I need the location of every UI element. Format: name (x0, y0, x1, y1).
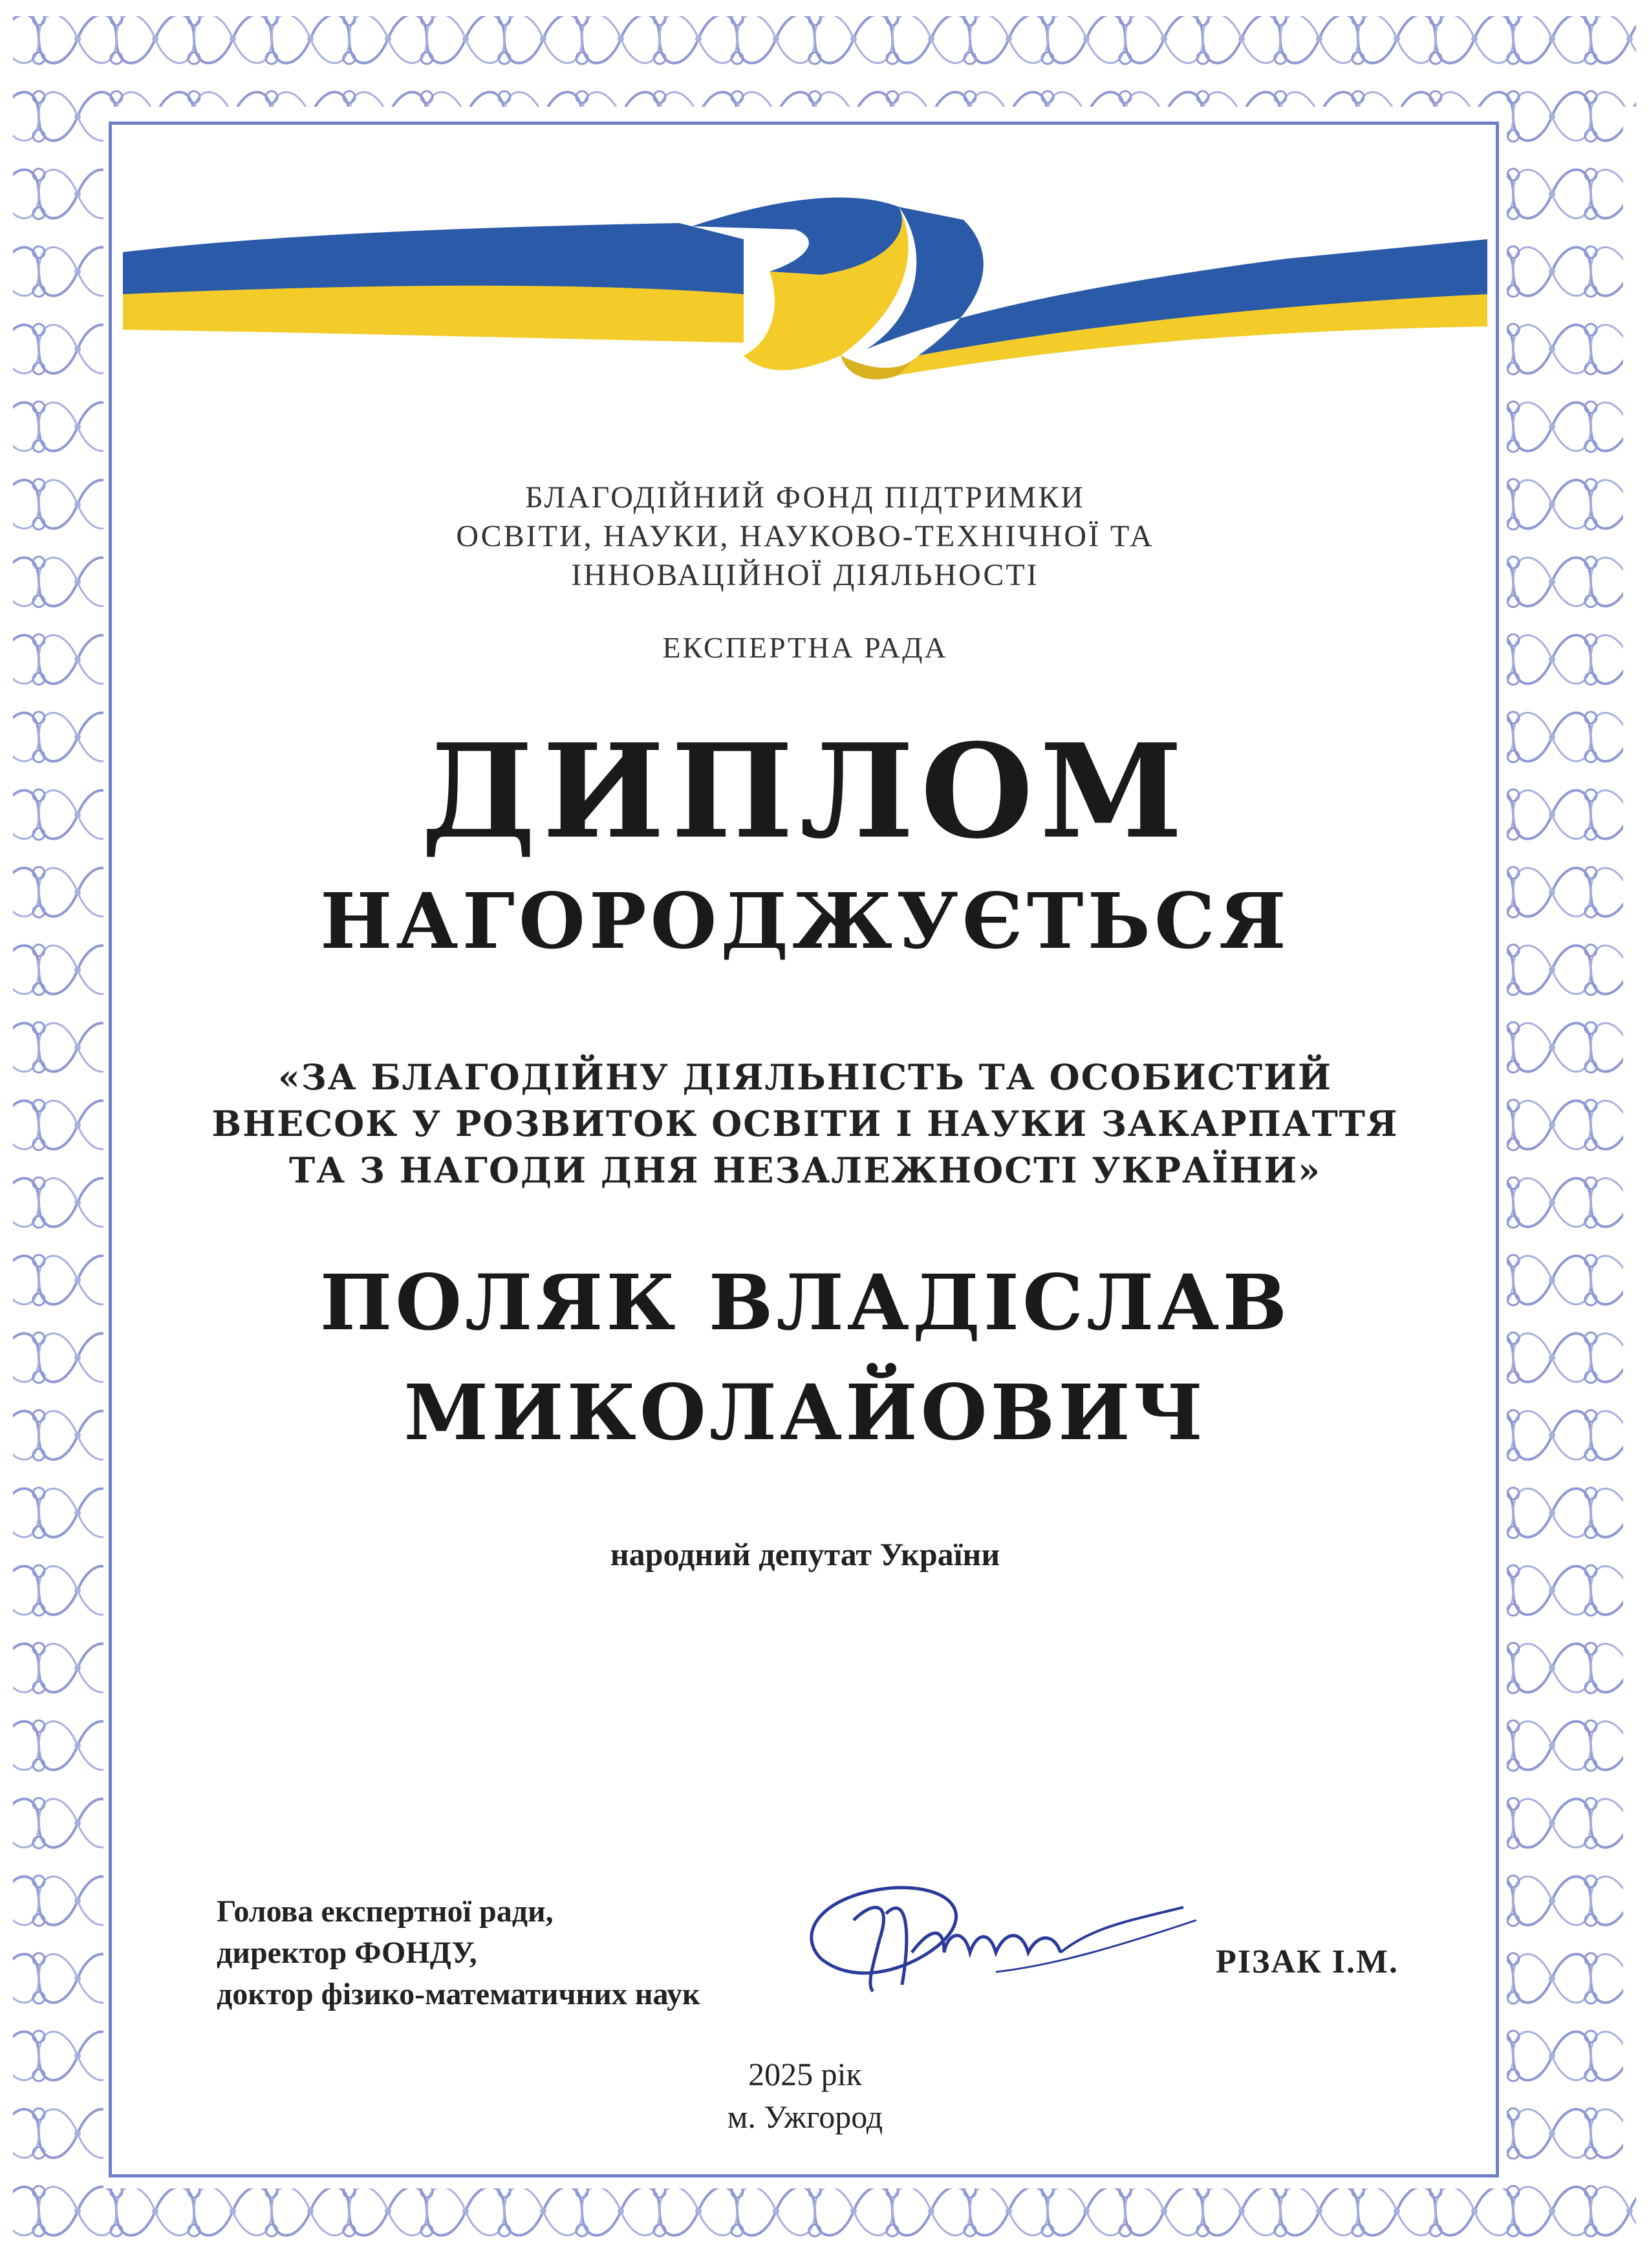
recipient-position: народний депутат України (610, 1536, 1000, 1572)
issue-city: м. Ужгород (727, 2099, 883, 2135)
award-reason-line: «ЗА БЛАГОДІЙНУ ДІЯЛЬНІСТЬ ТА ОСОБИСТИЙ (277, 1056, 1332, 1098)
organization-line: ОСВІТИ, НАУКИ, НАУКОВО-ТЕХНІЧНОЇ ТА (456, 519, 1154, 553)
signer-title-line: директор ФОНДУ, (217, 1936, 477, 1970)
footer (123, 2053, 1487, 2138)
handwritten-signature (782, 1856, 1203, 2024)
recipient-name-line2: МИКОЛАЙОВИЧ (404, 1367, 1207, 1457)
organization-name (123, 478, 1487, 595)
signer-title-line: Голова експертної ради, (217, 1894, 554, 1929)
award-reason-line: ВНЕСОК У РОЗВИТОК ОСВІТИ І НАУКИ ЗАКАРПАТТЯ (211, 1103, 1399, 1144)
council-label: ЕКСПЕРТНА РАДА (662, 631, 948, 664)
organization-line: БЛАГОДІЙНИЙ ФОНД ПІДТРИМКИ (525, 480, 1085, 515)
issue-year: 2025 рік (748, 2056, 862, 2092)
signer-name: РІЗАК І.М. (1216, 1943, 1399, 1980)
recipient-name-line1: ПОЛЯК ВЛАДІСЛАВ (319, 1257, 1291, 1347)
award-reason (123, 1054, 1487, 1193)
flag-ribbon (123, 162, 1487, 420)
signer-title-line: доктор фізико-математичних наук (217, 1977, 700, 2011)
signer-title (217, 1891, 700, 2015)
organization-line: ІННОВАЦІЙНОЇ ДІЯЛЬНОСТІ (571, 558, 1039, 592)
award-reason-line: ТА З НАГОДИ ДНЯ НЕЗАЛЕЖНОСТІ УКРАЇНИ» (288, 1150, 1322, 1191)
diploma-subtitle: НАГОРОДЖУЄТЬСЯ (320, 876, 1290, 966)
recipient-name (123, 1248, 1487, 1468)
diploma-title: ДИПЛОМ (420, 716, 1190, 868)
